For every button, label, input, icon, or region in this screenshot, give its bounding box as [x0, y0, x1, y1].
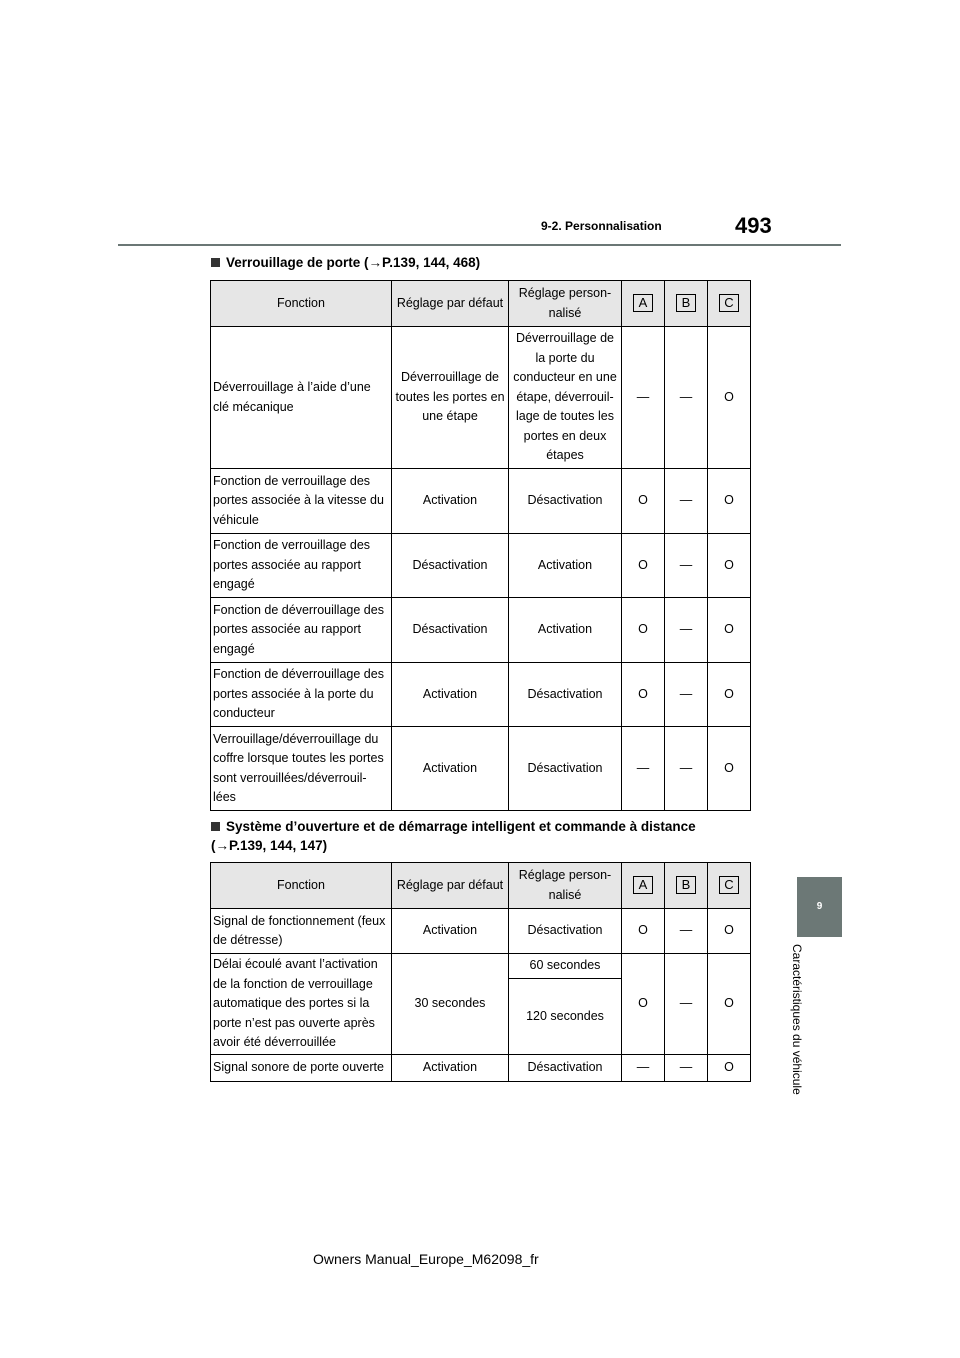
cell-default: Activation — [392, 727, 509, 811]
cell-c: O — [708, 534, 751, 598]
cell-custom: Déverrouillage de la porte du conducteur en une étape, déverrouil- lage de toutes les portes en deux étapes — [509, 327, 622, 469]
cell-default: 30 secondes — [392, 954, 509, 1055]
column-header-function: Fonction — [211, 863, 392, 909]
header-divider — [118, 244, 841, 246]
cell-default: Activation — [392, 663, 509, 727]
table-header-row — [211, 863, 751, 909]
column-header-custom: Réglage person- nalisé — [509, 863, 622, 909]
cell-a: O — [622, 909, 665, 954]
cell-default: Déverrouillage de toutes les portes en une étape — [392, 327, 509, 469]
column-header-b — [665, 281, 708, 327]
cell-a: O — [622, 534, 665, 598]
footer-text: Owners Manual_Europe_M62098_fr — [313, 1251, 539, 1267]
cell-b: — — [665, 909, 708, 954]
door-lock-settings-table — [210, 280, 751, 811]
cell-function: Signal de fonctionnement (feux de détresse) — [211, 909, 392, 954]
cell-a: — — [622, 727, 665, 811]
cell-b: — — [665, 534, 708, 598]
cell-b: — — [665, 663, 708, 727]
cell-default: Activation — [392, 1055, 509, 1082]
table-row — [211, 727, 751, 811]
page-number: 493 — [735, 213, 772, 238]
label-b-icon: B — [676, 294, 696, 312]
section-title-text: Verrouillage de porte (→P.139, 144, 468) — [226, 255, 481, 270]
table-row — [211, 954, 751, 979]
cell-function: Verrouillage/déverrouillage du coffre lorsque toutes les portes sont verrouillées/déverrouil- lées — [211, 727, 392, 811]
cell-default: Activation — [392, 469, 509, 534]
column-header-b — [665, 863, 708, 909]
cell-custom: Activation — [509, 598, 622, 663]
cell-b: — — [665, 1055, 708, 1082]
column-header-custom: Réglage person- nalisé — [509, 281, 622, 327]
column-header-a — [622, 863, 665, 909]
cell-function: Fonction de déverrouillage des portes associée à la porte du conducteur — [211, 663, 392, 727]
cell-default: Désactivation — [392, 534, 509, 598]
cell-function: Délai écoulé avant l’activation de la fonction de verrouillage automatique des portes si la porte n’est pas ouverte après avoir été déverrouillée — [211, 954, 392, 1055]
section-title-door-lock — [211, 253, 480, 272]
cell-c: O — [708, 598, 751, 663]
cell-a: O — [622, 954, 665, 1055]
cell-function: Fonction de verrouillage des portes associée à la vitesse du véhicule — [211, 469, 392, 534]
cell-c: O — [708, 469, 751, 534]
label-c-icon: C — [719, 294, 739, 312]
cell-b: — — [665, 598, 708, 663]
cell-c: O — [708, 909, 751, 954]
table-row — [211, 469, 751, 534]
cell-function: Fonction de verrouillage des portes associée au rapport engagé — [211, 534, 392, 598]
cell-custom: Désactivation — [509, 909, 622, 954]
cell-c: O — [708, 327, 751, 469]
table-row — [211, 1055, 751, 1082]
cell-c: O — [708, 954, 751, 1055]
label-c-icon: C — [719, 876, 739, 894]
smart-entry-settings-table — [210, 862, 751, 1082]
cell-a: — — [622, 1055, 665, 1082]
cell-a: — — [622, 327, 665, 469]
chapter-title: Caractéristiques du véhicule — [790, 944, 804, 1095]
cell-function: Signal sonore de porte ouverte — [211, 1055, 392, 1082]
table-row — [211, 598, 751, 663]
table-row — [211, 534, 751, 598]
table-row — [211, 663, 751, 727]
cell-function: Fonction de déverrouillage des portes associée au rapport engagé — [211, 598, 392, 663]
cell-a: O — [622, 663, 665, 727]
table-row — [211, 909, 751, 954]
cell-custom: Désactivation — [509, 469, 622, 534]
column-header-default: Réglage par défaut — [392, 281, 509, 327]
square-bullet-icon — [211, 822, 220, 831]
column-header-c — [708, 863, 751, 909]
table-header-row — [211, 281, 751, 327]
cell-custom: Activation — [509, 534, 622, 598]
cell-custom-option-2: 120 secondes — [509, 979, 622, 1055]
cell-b: — — [665, 327, 708, 469]
cell-custom: Désactivation — [509, 1055, 622, 1082]
cell-c: O — [708, 727, 751, 811]
column-header-c — [708, 281, 751, 327]
cell-custom-option-1: 60 secondes — [509, 954, 622, 979]
label-a-icon: A — [633, 876, 653, 894]
column-header-function: Fonction — [211, 281, 392, 327]
cell-default: Activation — [392, 909, 509, 954]
chapter-tab[interactable]: 9 — [797, 877, 842, 937]
label-a-icon: A — [633, 294, 653, 312]
cell-default: Désactivation — [392, 598, 509, 663]
column-header-a — [622, 281, 665, 327]
section-title-text: Système d’ouverture et de démarrage intelligent et commande à distance (→P.139, 144, 147) — [211, 819, 696, 853]
cell-c: O — [708, 1055, 751, 1082]
cell-b: — — [665, 727, 708, 811]
cell-function: Déverrouillage à l’aide d’une clé mécanique — [211, 327, 392, 469]
section-header: 9-2. Personnalisation — [541, 219, 662, 233]
cell-b: — — [665, 954, 708, 1055]
label-b-icon: B — [676, 876, 696, 894]
column-header-default: Réglage par défaut — [392, 863, 509, 909]
section-title-smart-entry — [211, 817, 751, 855]
table-row — [211, 327, 751, 469]
cell-custom: Désactivation — [509, 727, 622, 811]
cell-a: O — [622, 469, 665, 534]
cell-c: O — [708, 663, 751, 727]
square-bullet-icon — [211, 258, 220, 267]
cell-custom: Désactivation — [509, 663, 622, 727]
cell-a: O — [622, 598, 665, 663]
cell-b: — — [665, 469, 708, 534]
